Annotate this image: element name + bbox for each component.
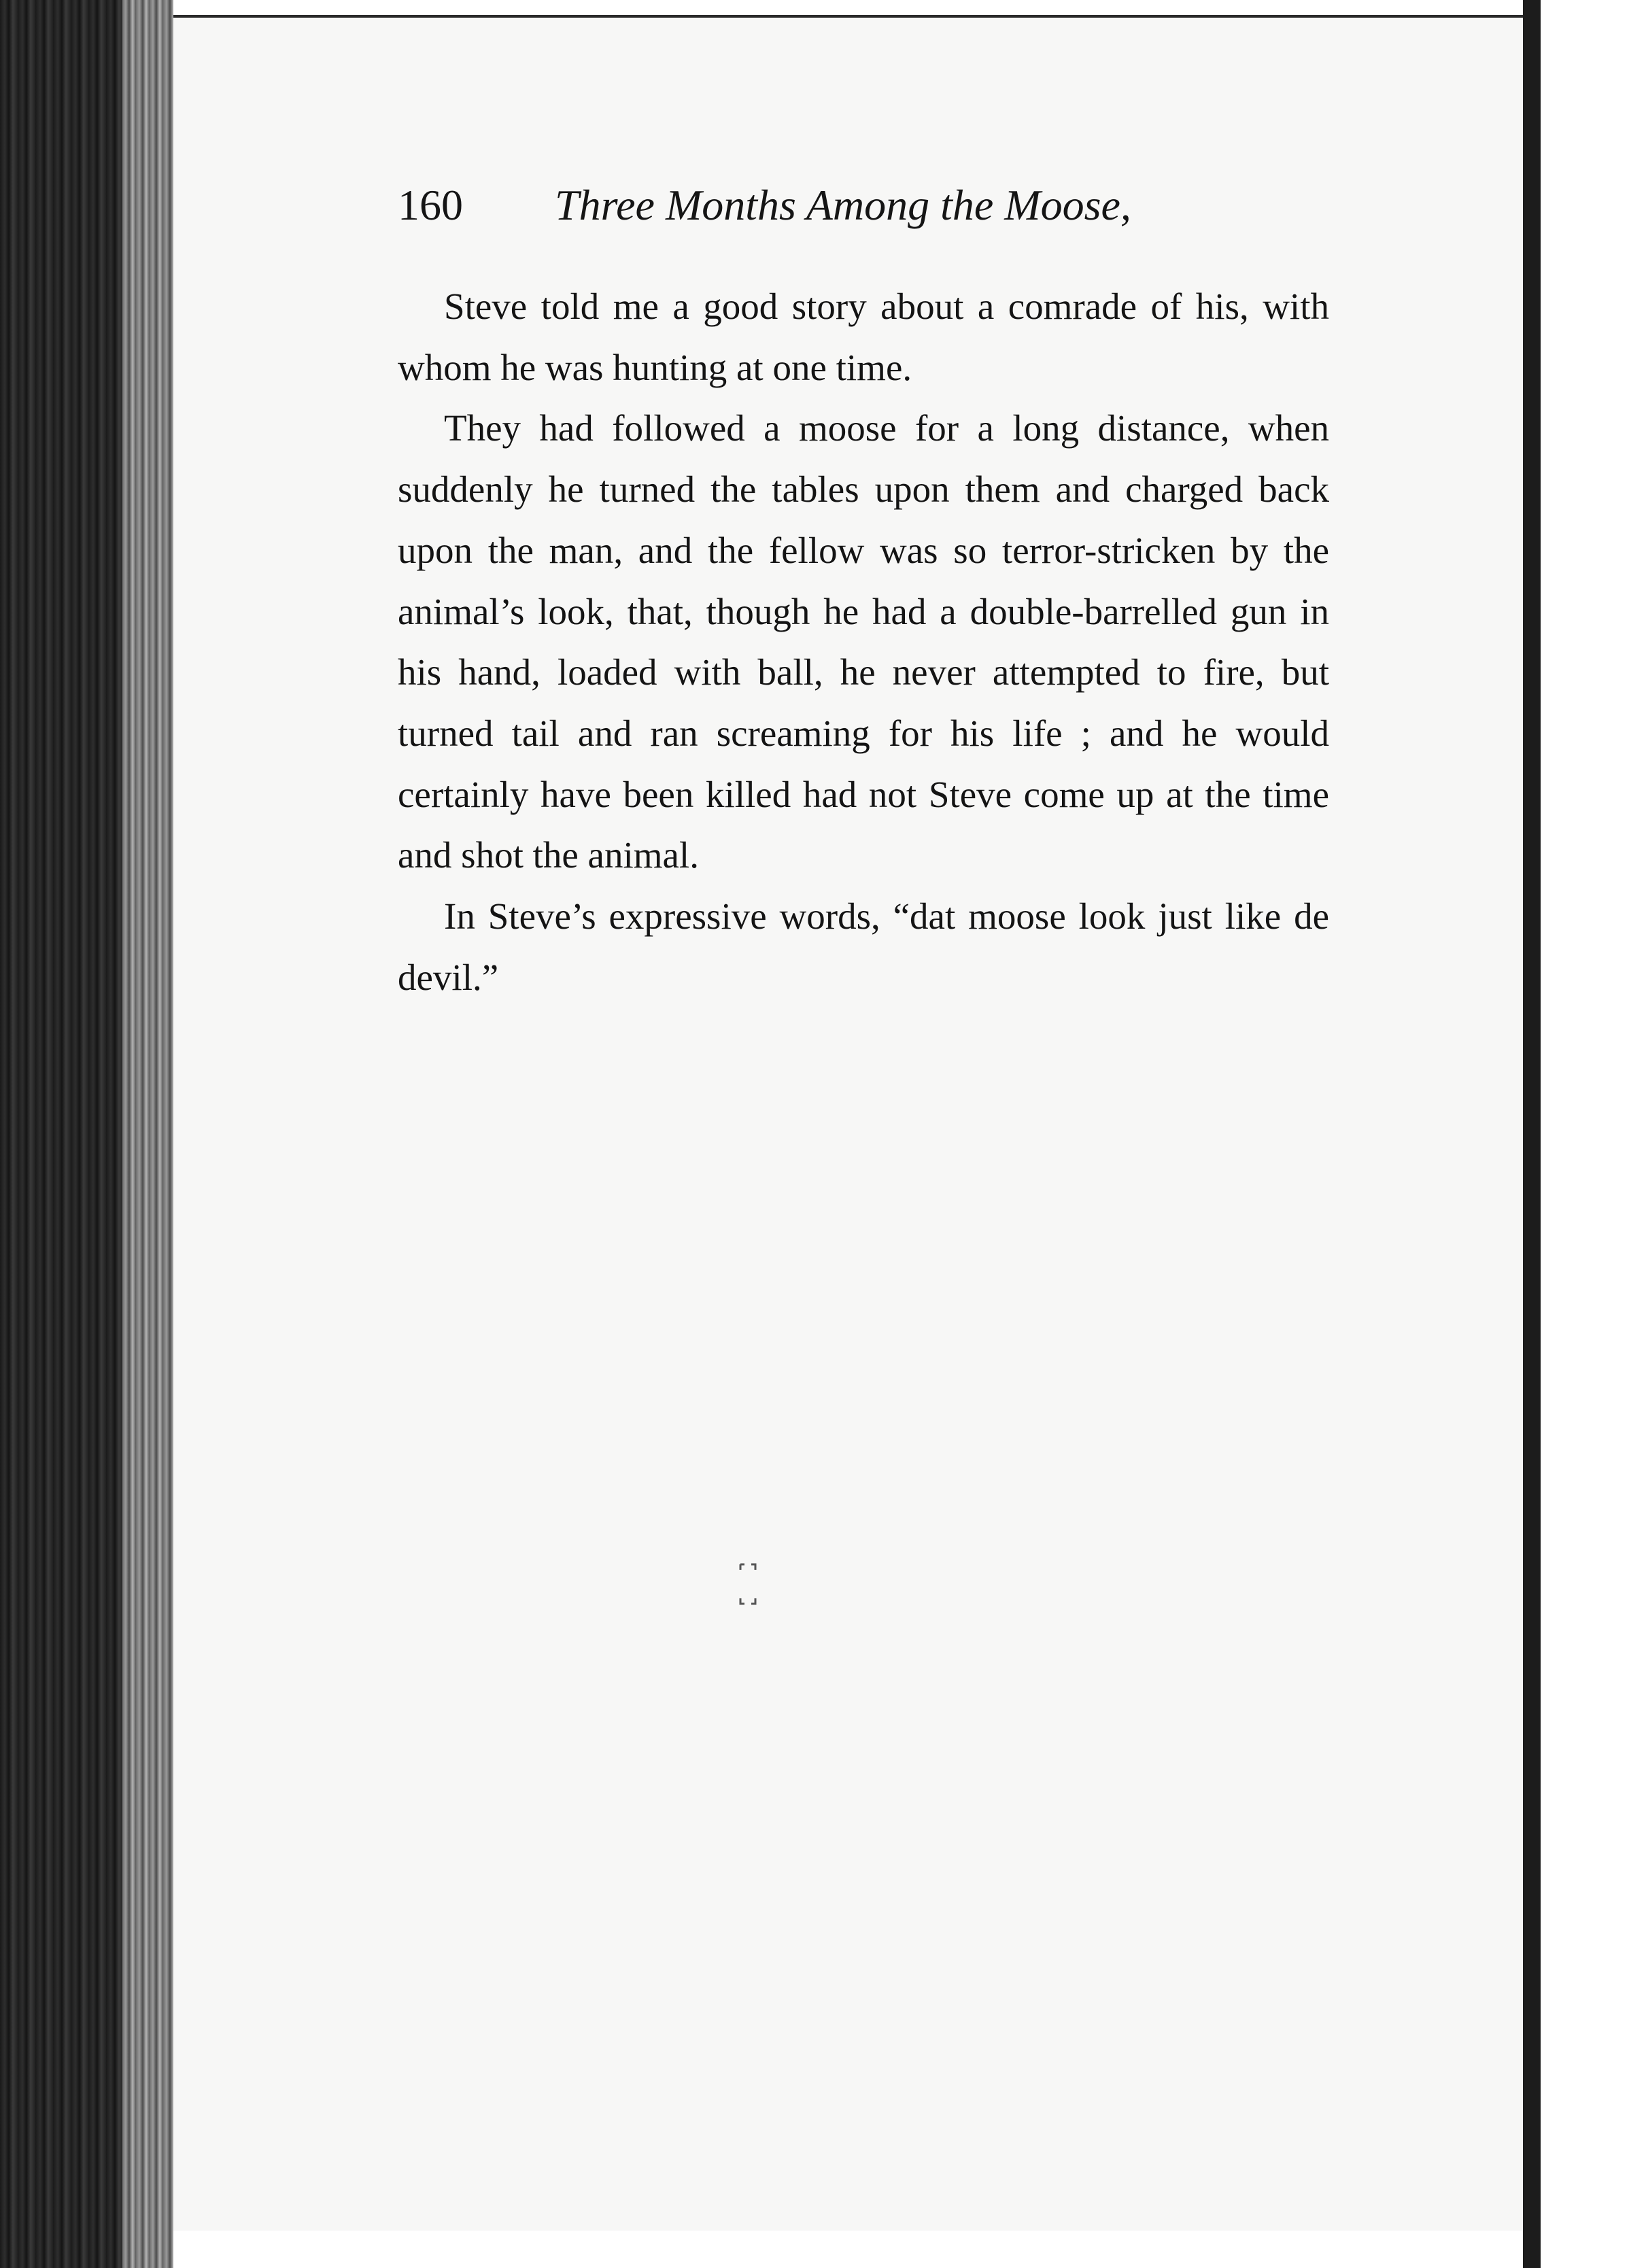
bottom-margin <box>173 2231 1523 2268</box>
right-margin <box>1541 0 1629 2268</box>
top-margin <box>173 0 1523 15</box>
page-number: 160 <box>398 181 463 229</box>
paragraph: Steve told me a good story about a comrade of his, with whom he was hunting at one time. <box>398 286 1329 388</box>
paragraph: In Steve’s expressive words, “dat moose look just like de devil.” <box>398 895 1329 998</box>
page-stack-edge <box>122 0 173 2268</box>
running-title: Three Months Among the Moose, <box>555 181 1131 229</box>
right-page-edge <box>1523 0 1541 2268</box>
page-header <box>398 180 1350 248</box>
printer-mark-icon <box>738 1560 758 1608</box>
body-text <box>398 276 1329 1008</box>
paragraph: They had followed a moose for a long distance, when suddenly he turned the tables upon them and charged back upon the man, and the fellow was so terror-stricken by the animal’s look, that, though he had a double-barrelled gun in his hand, loaded with ball, he never attempted to fire, but turned tail and ran screaming for his life ; and he would certainly have been killed had not Steve come up at the time and shot the animal. <box>398 407 1329 876</box>
